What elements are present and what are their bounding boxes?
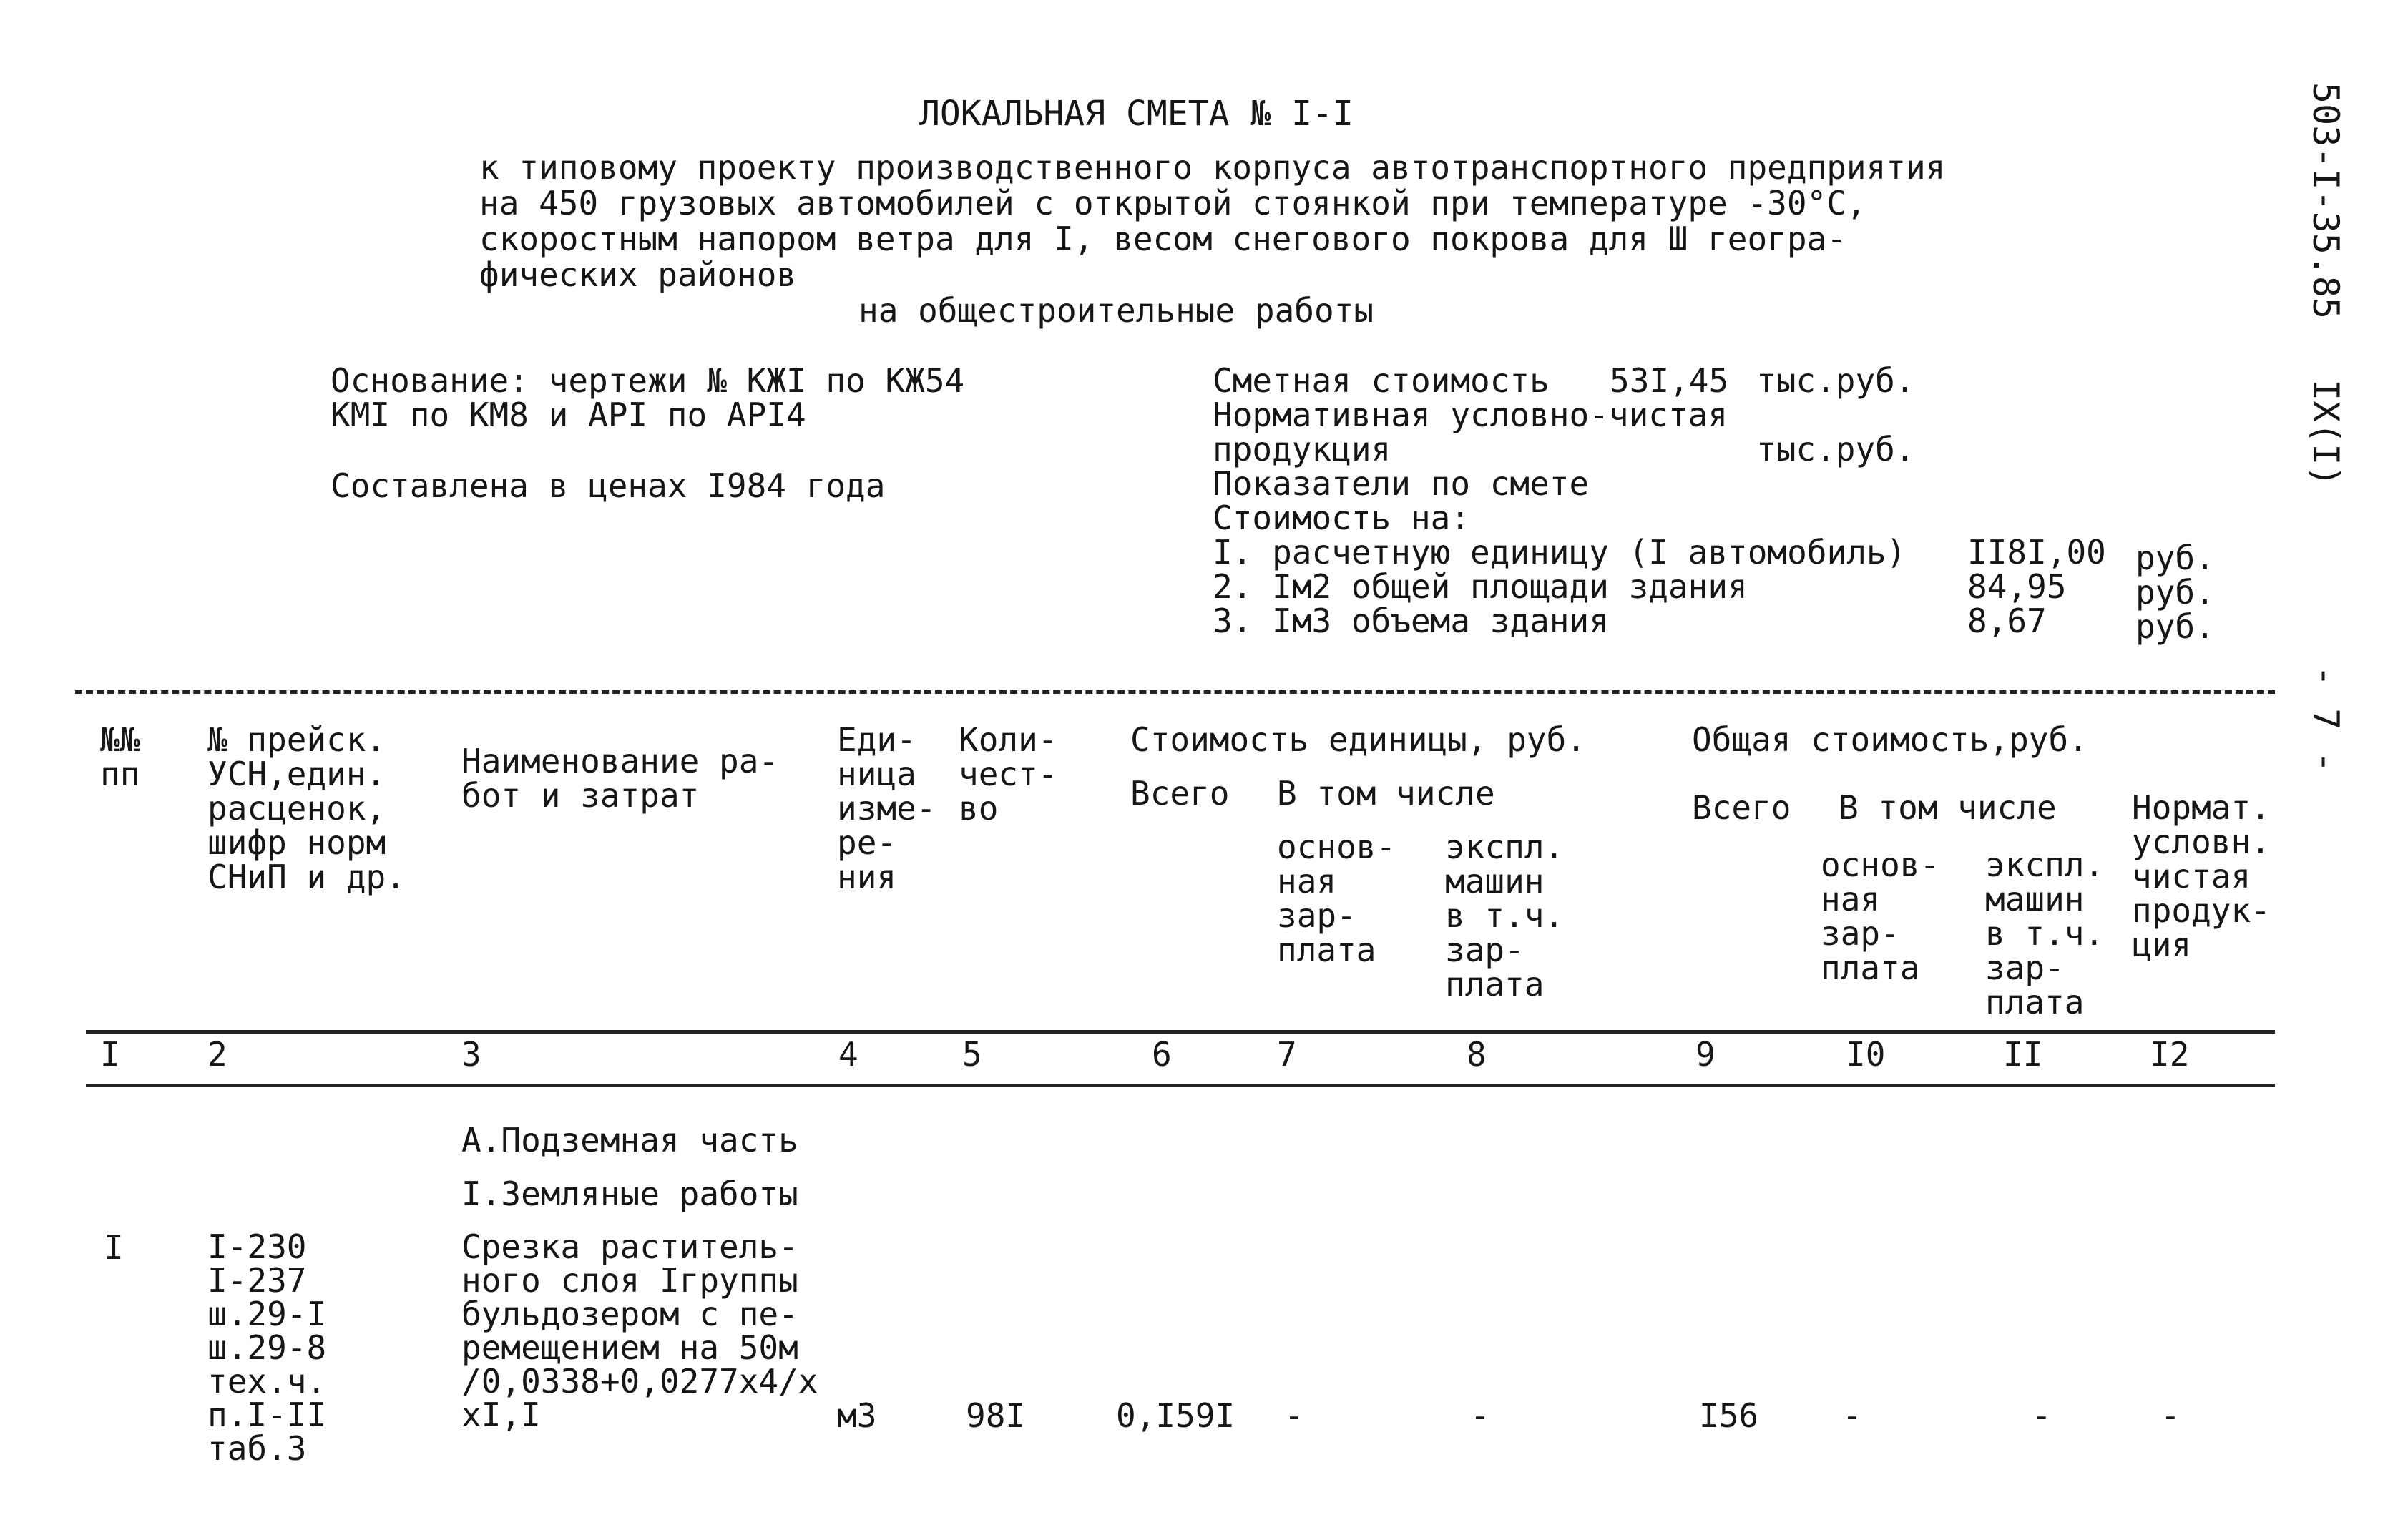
row-unit-cost-machines: - xyxy=(1470,1396,1490,1435)
row-unit: м3 xyxy=(837,1396,877,1435)
basis-line-2: KMI по КМ8 и АРI по АРI4 xyxy=(331,396,806,434)
total-cost-group-header: Общая стоимость,руб. xyxy=(1692,720,2088,759)
unit-cost-group-header: Стоимость единицы, руб. xyxy=(1130,720,1586,759)
work-type: на общестроительные работы xyxy=(858,291,1374,330)
unit-cost-machines-header: экспл. машин в т.ч. зар- плата xyxy=(1445,828,1565,1004)
indicator-value: 84,95 xyxy=(1967,567,2067,606)
total-cost-total-header: Всего xyxy=(1692,788,1791,827)
subtitle-line-3: скоростным напором ветра для I, весом снегового покрова для Ш геогра- xyxy=(479,220,1846,258)
row-total-cost-wage: - xyxy=(1842,1396,1862,1435)
column-number: I2 xyxy=(2150,1035,2190,1074)
subtitle-line-2: на 450 грузовых автомобилей с открытой стоянкой при температуре -30°С, xyxy=(479,184,1866,222)
indicator-label: 2. Iм2 общей площади здания xyxy=(1213,567,1748,606)
document-code: 503-I-35.85 xyxy=(2305,82,2346,320)
row-unit-cost-wage: - xyxy=(1284,1396,1304,1435)
col-header-work-name: Наименование ра- бот и затрат xyxy=(461,742,779,815)
volume-number: IX(I) xyxy=(2305,379,2346,487)
estimated-cost-unit: тыс.руб. xyxy=(1756,361,1915,400)
section-chapter-heading: I.Земляные работы xyxy=(461,1175,798,1213)
col-header-price-code: № прейск. УСН,един. расценок, шифр норм СНиП и др. xyxy=(207,720,406,896)
column-number: 5 xyxy=(962,1035,982,1074)
row-quantity: 98I xyxy=(966,1396,1026,1435)
column-number: 8 xyxy=(1467,1035,1487,1074)
column-numbers-rule xyxy=(86,1084,2275,1087)
total-cost-machines-header: экспл. машин в т.ч. зар- плата xyxy=(1985,845,2105,1021)
row-unit-cost-total: 0,I59I xyxy=(1116,1396,1235,1435)
total-cost-wage-header: основ- ная зар- плата xyxy=(1821,845,1940,987)
normative-label-1: Нормативная условно-чистая xyxy=(1213,396,1728,434)
indicator-value: II8I,00 xyxy=(1967,533,2106,572)
col-header-number: №№ пп xyxy=(100,720,140,793)
subtitle-line-4: фических районов xyxy=(479,255,797,294)
unit-cost-incl-header: В том числе xyxy=(1277,774,1495,813)
column-number: 7 xyxy=(1277,1035,1297,1074)
indicator-label: 3. Iм3 объема здания xyxy=(1213,602,1609,640)
column-number: 4 xyxy=(838,1035,858,1074)
row-work-name: Срезка раститель- ного слоя Iгруппы бульдозером с пе- ремещением на 50м /0,0338+0,0277х4/х хI,I xyxy=(461,1227,818,1434)
normative-unit: тыс.руб. xyxy=(1756,430,1915,469)
estimated-cost-value: 53I,45 xyxy=(1610,361,1729,400)
header-bottom-rule xyxy=(86,1030,2275,1034)
document-title: ЛОКАЛЬНАЯ СМЕТА № I-I xyxy=(919,94,1354,134)
row-normative-product: - xyxy=(2160,1396,2181,1435)
normative-label-2: продукция xyxy=(1213,430,1391,469)
row-total-cost-machines: - xyxy=(2032,1396,2052,1435)
column-number: 9 xyxy=(1695,1035,1716,1074)
row-number: I xyxy=(104,1228,124,1267)
basis-line-1: Основание: чертежи № КЖI по КЖ54 xyxy=(331,361,965,400)
row-price-code: I-230 I-237 ш.29-I ш.29-8 тех.ч. п.I-II таб.3 xyxy=(207,1227,327,1468)
table-top-rule xyxy=(75,690,2275,694)
col-header-quantity: Коли- чест- во xyxy=(959,720,1058,828)
page-number: - 7 - xyxy=(2305,665,2346,773)
indicator-unit: руб. xyxy=(2135,539,2215,577)
section-part-heading: А.Подземная часть xyxy=(461,1121,798,1159)
column-number: II xyxy=(2003,1035,2043,1074)
prices-year: Составлена в ценах I984 года xyxy=(331,466,886,505)
col-header-unit: Еди- ница изме- ре- ния xyxy=(837,720,936,896)
normative-product-header: Нормат. условн. чистая продук- ция xyxy=(2132,788,2271,964)
indicator-label: I. расчетную единицу (I автомобиль) xyxy=(1213,533,1907,572)
subtitle-line-1: к типовому проекту производственного корпуса автотранспортного предприятия xyxy=(479,148,1946,187)
cost-per-label: Стоимость на: xyxy=(1213,499,1471,537)
total-cost-incl-header: В том числе xyxy=(1839,788,2057,827)
indicator-unit: руб. xyxy=(2135,573,2215,612)
estimated-cost-label: Сметная стоимость xyxy=(1213,361,1550,400)
indicator-value: 8,67 xyxy=(1967,602,2047,640)
column-number: I0 xyxy=(1846,1035,1886,1074)
unit-cost-wage-header: основ- ная зар- плата xyxy=(1277,828,1396,969)
column-number: 2 xyxy=(207,1035,227,1074)
column-number: 6 xyxy=(1152,1035,1172,1074)
indicator-unit: руб. xyxy=(2135,607,2215,646)
column-number: I xyxy=(100,1035,120,1074)
unit-cost-total-header: Всего xyxy=(1130,774,1230,813)
row-total-cost: I56 xyxy=(1699,1396,1759,1435)
column-number: 3 xyxy=(461,1035,481,1074)
indicators-label: Показатели по смете xyxy=(1213,464,1590,503)
